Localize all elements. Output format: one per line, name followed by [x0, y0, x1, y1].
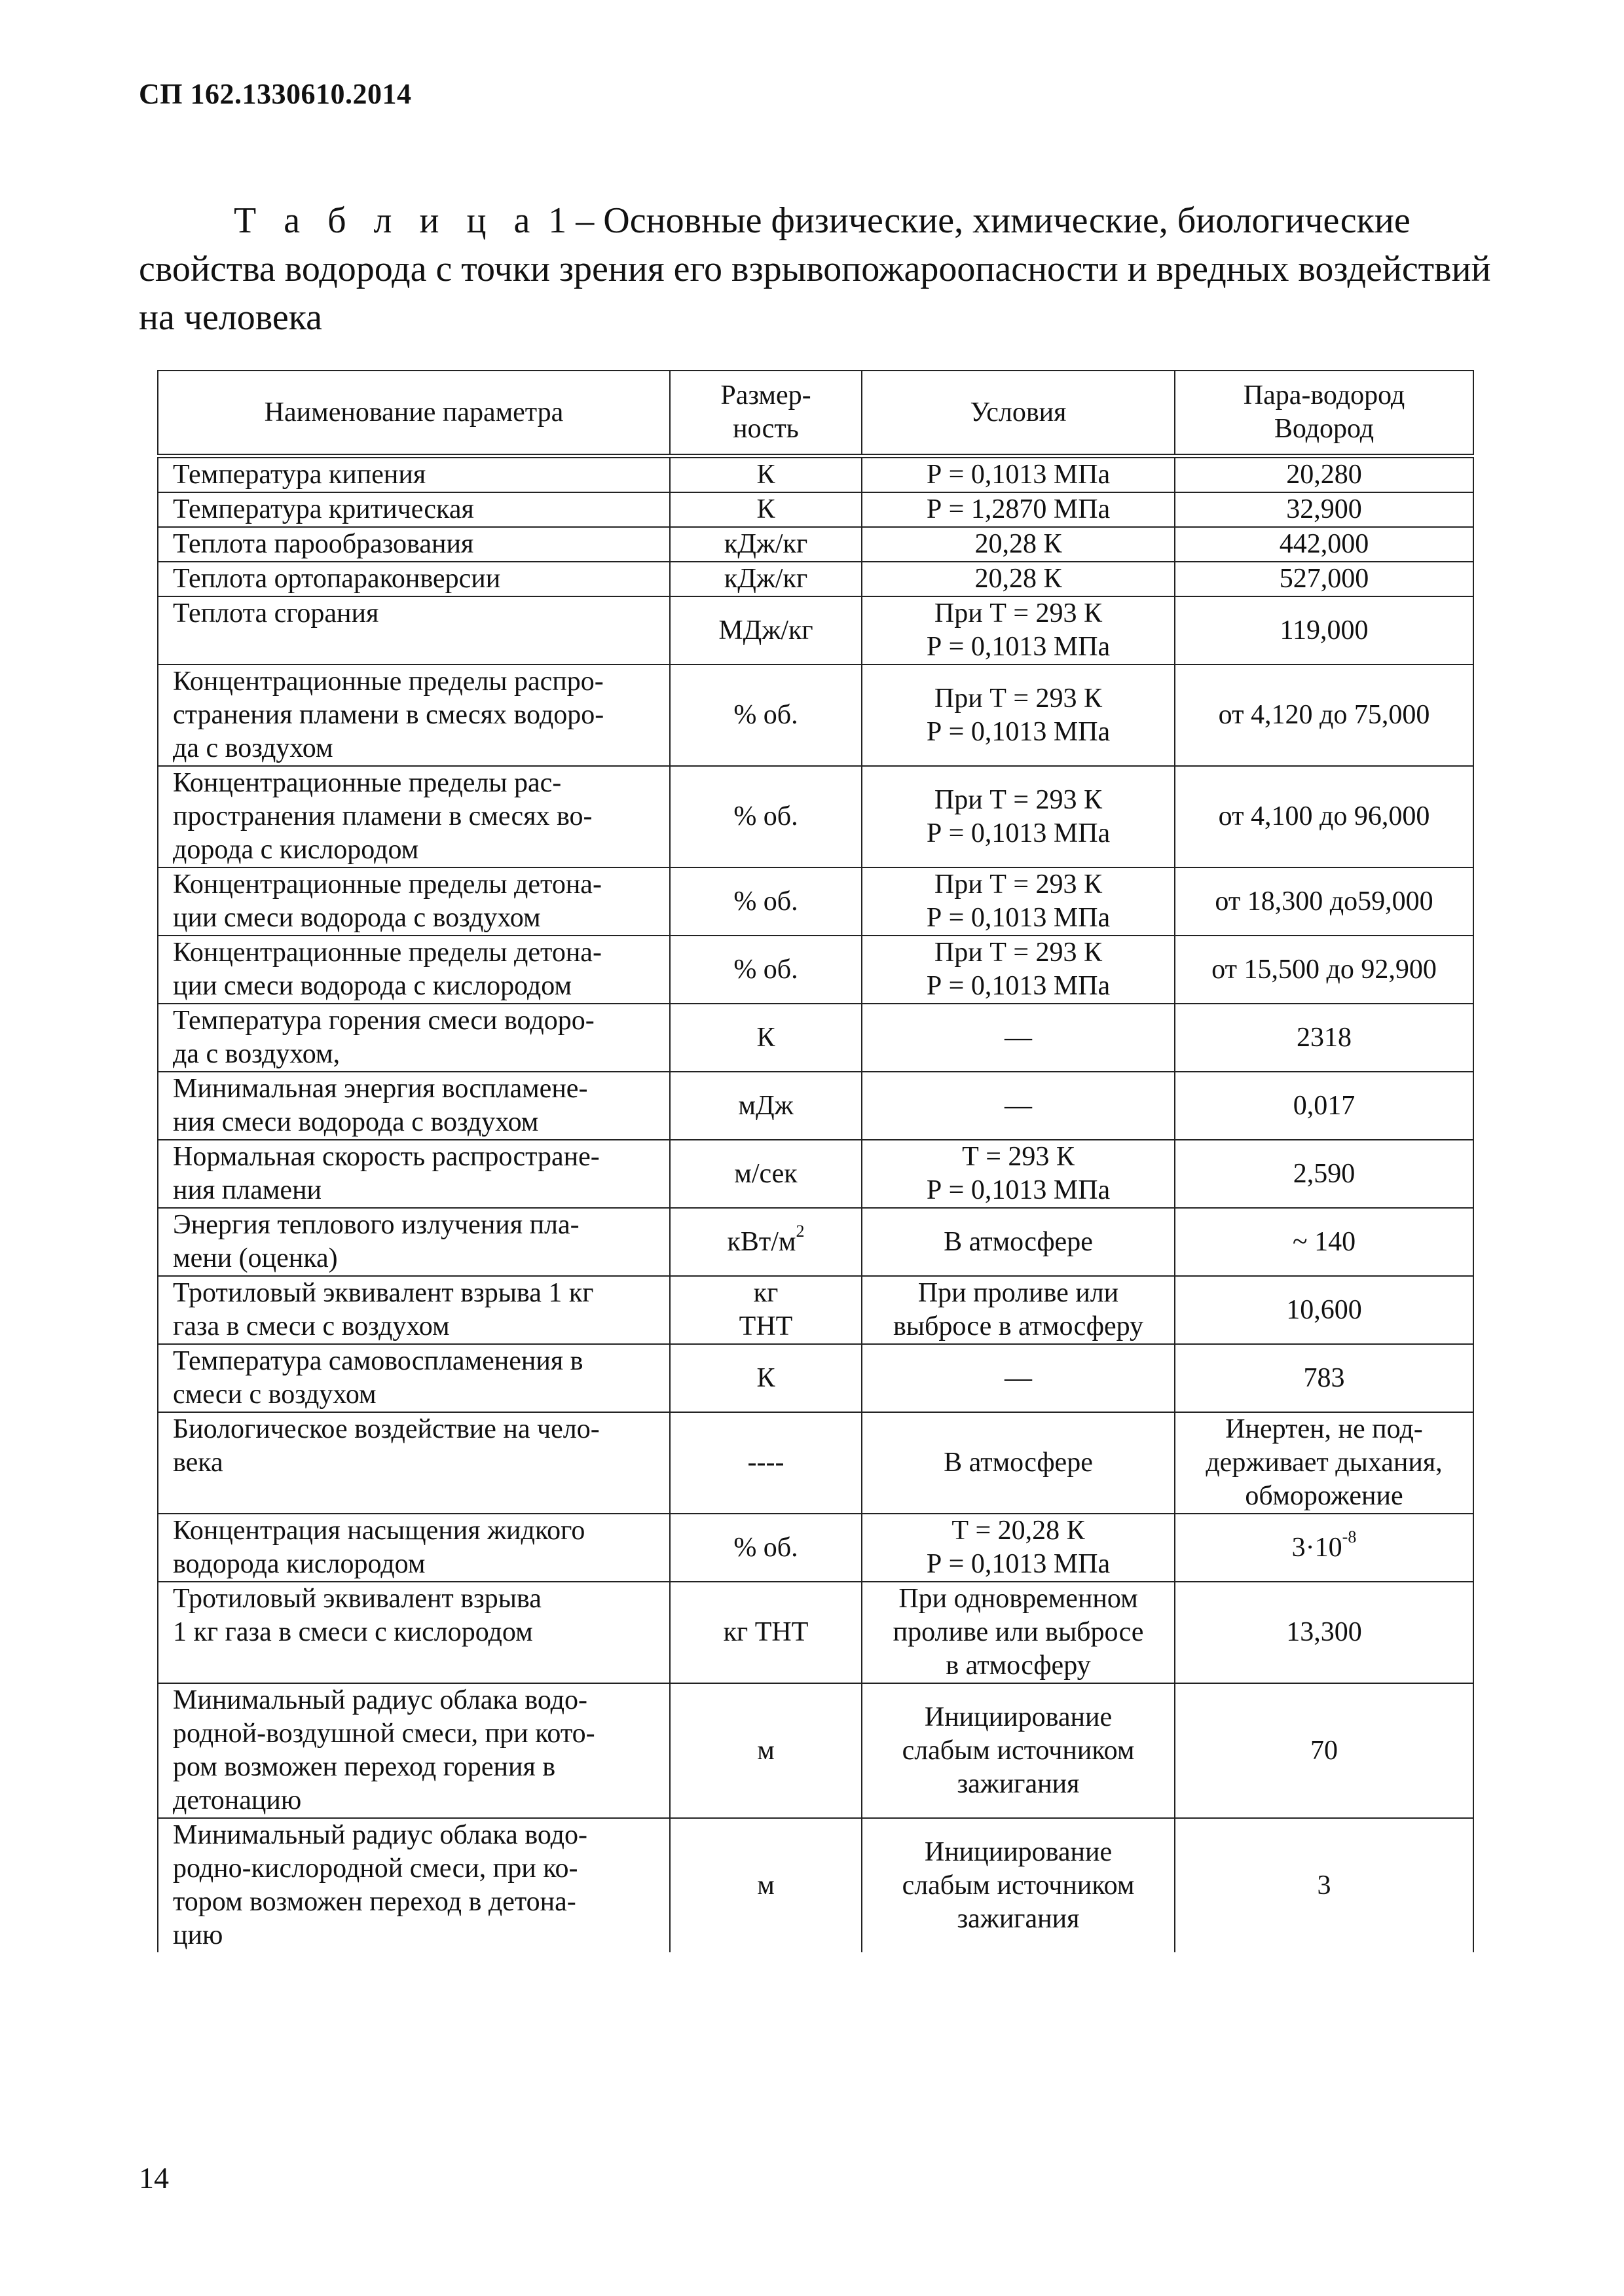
- cell-value: [1175, 527, 1473, 562]
- cell-unit: [670, 1208, 862, 1276]
- unit-text: мДж: [738, 1090, 794, 1121]
- unit-text: % об.: [733, 886, 798, 917]
- parameter-name-line: Минимальный радиус облака водо-: [173, 1820, 588, 1850]
- cell-conditions: [862, 1582, 1175, 1683]
- conditions-line: 20,28 К: [974, 529, 1062, 559]
- cell-value: [1175, 596, 1473, 665]
- header-unit-line-1: Размер-: [720, 380, 811, 410]
- conditions-line: проливе или выбросе: [893, 1617, 1144, 1647]
- header-conditions: Условия: [862, 371, 1175, 456]
- cell-value: [1175, 665, 1473, 766]
- conditions-line: Р = 0,1013 МПа: [926, 1175, 1111, 1205]
- conditions-line: При Т = 293 К: [934, 938, 1103, 968]
- cell-unit: [670, 1514, 862, 1582]
- value-line: 32,900: [1286, 494, 1362, 524]
- cell-conditions: [862, 1514, 1175, 1582]
- conditions-line: При Т = 293 К: [934, 598, 1103, 629]
- unit-text: м/сек: [734, 1158, 798, 1189]
- unit-text: кг: [753, 1278, 779, 1308]
- cell-unit: [670, 1582, 862, 1683]
- cell-parameter-name: [158, 596, 670, 665]
- parameter-name-line: странения пламени в смесях водоро-: [173, 700, 604, 730]
- cell-unit: [670, 1004, 862, 1072]
- cell-parameter-name: [158, 867, 670, 936]
- value-line: 3·10: [1291, 1532, 1342, 1563]
- parameter-name-line: цию: [173, 1920, 223, 1950]
- conditions-line: При Т = 293 К: [934, 683, 1103, 714]
- conditions-line: Р = 0,1013 МПа: [926, 971, 1111, 1001]
- parameter-name-line: ции смеси водорода с кислородом: [173, 971, 572, 1001]
- cell-value: [1175, 936, 1473, 1004]
- cell-value: [1175, 1072, 1473, 1140]
- unit-text: % об.: [733, 801, 798, 831]
- table-row: [158, 456, 1473, 493]
- conditions-line: Р = 0,1013 МПа: [926, 632, 1111, 662]
- cell-unit: [670, 936, 862, 1004]
- cell-parameter-name: [158, 1514, 670, 1582]
- cell-unit: [670, 1818, 862, 1952]
- unit-text: МДж/кг: [718, 615, 813, 646]
- cell-conditions: [862, 1344, 1175, 1412]
- value-line: от 4,120 до 75,000: [1218, 700, 1430, 730]
- parameter-name-line: да с воздухом: [173, 733, 333, 763]
- conditions-line: зажигания: [957, 1903, 1080, 1934]
- unit-text: К: [756, 494, 775, 524]
- cell-value: [1175, 1140, 1473, 1208]
- cell-parameter-name: [158, 1344, 670, 1412]
- header-value-line-2: Водород: [1274, 414, 1375, 444]
- cell-parameter-name: [158, 456, 670, 493]
- cell-parameter-name: [158, 1004, 670, 1072]
- parameter-name-line: ния пламени: [173, 1175, 322, 1205]
- parameter-name-line: Тротиловый эквивалент взрыва: [173, 1584, 542, 1614]
- table-row: [158, 1412, 1473, 1514]
- cell-conditions: [862, 1412, 1175, 1514]
- properties-table: [157, 370, 1474, 1952]
- value-line: 3: [1317, 1870, 1331, 1901]
- parameter-name-line: Температура горения смеси водоро-: [173, 1006, 595, 1036]
- cell-value: [1175, 1208, 1473, 1276]
- table-row: [158, 1140, 1473, 1208]
- conditions-line: в атмосферу: [946, 1650, 1091, 1681]
- parameter-name-line: Биологическое воздействие на чело-: [173, 1414, 600, 1444]
- cell-value: [1175, 492, 1473, 527]
- value-line: 13,300: [1286, 1617, 1362, 1647]
- unit-text: К: [756, 1022, 775, 1053]
- unit-text: % об.: [733, 954, 798, 985]
- conditions-line: Р = 0,1013 МПа: [926, 716, 1111, 747]
- cell-conditions: [862, 867, 1175, 936]
- conditions-line: слабым источником: [902, 1735, 1135, 1766]
- parameter-name-line: ции смеси водорода с воздухом: [173, 903, 541, 933]
- conditions-line: 20,28 К: [974, 564, 1062, 594]
- parameter-name-line: 1 кг газа в смеси с кислородом: [173, 1617, 533, 1647]
- unit-text-line-2: ТНТ: [739, 1311, 793, 1341]
- cell-unit: [670, 867, 862, 936]
- unit-text: % об.: [733, 1532, 798, 1563]
- conditions-line: —: [1005, 1022, 1032, 1053]
- cell-parameter-name: [158, 562, 670, 596]
- cell-unit: [670, 1140, 862, 1208]
- cell-unit: [670, 456, 862, 493]
- table-row: [158, 936, 1473, 1004]
- parameter-name-line: Концентрация насыщения жидкого: [173, 1516, 585, 1546]
- cell-parameter-name: [158, 1818, 670, 1952]
- conditions-line: В атмосфере: [944, 1226, 1093, 1257]
- cell-unit: [670, 527, 862, 562]
- parameter-name-line: родно-кислородной смеси, при ко-: [173, 1853, 578, 1884]
- table-row: [158, 1818, 1473, 1952]
- conditions-line: В атмосфере: [944, 1448, 1093, 1478]
- cell-conditions: [862, 527, 1175, 562]
- cell-unit: [670, 766, 862, 867]
- value-line: 527,000: [1279, 564, 1369, 594]
- cell-value: [1175, 1412, 1473, 1514]
- value-line: ~ 140: [1292, 1226, 1356, 1257]
- cell-parameter-name: [158, 527, 670, 562]
- conditions-line: Т = 20,28 К: [951, 1516, 1085, 1546]
- cell-unit: [670, 1276, 862, 1344]
- parameter-name-line: мени (оценка): [173, 1243, 338, 1273]
- table-row: [158, 1276, 1473, 1344]
- cell-value: [1175, 1582, 1473, 1683]
- parameter-name-line: ром возможен переход горения в: [173, 1752, 556, 1782]
- parameter-name-line: Концентрационные пределы детона-: [173, 938, 602, 968]
- cell-conditions: [862, 1208, 1175, 1276]
- cell-unit: [670, 1072, 862, 1140]
- parameter-name-line: газа в смеси с воздухом: [173, 1311, 450, 1341]
- table-row: [158, 1344, 1473, 1412]
- parameter-name-line: века: [173, 1448, 223, 1478]
- table-row: [158, 766, 1473, 867]
- cell-unit: [670, 1344, 862, 1412]
- cell-conditions: [862, 936, 1175, 1004]
- parameter-name-line: Температура критическая: [173, 494, 474, 524]
- conditions-line: При проливе или: [917, 1278, 1119, 1308]
- cell-parameter-name: [158, 492, 670, 527]
- value-line: 0,017: [1293, 1090, 1356, 1121]
- cell-conditions: [862, 1004, 1175, 1072]
- parameter-name-line: Теплота сгорания: [173, 598, 379, 629]
- unit-text: кг ТНТ: [723, 1617, 809, 1647]
- cell-value: [1175, 766, 1473, 867]
- cell-unit: [670, 1683, 862, 1818]
- cell-value: [1175, 456, 1473, 493]
- cell-parameter-name: [158, 1140, 670, 1208]
- parameter-name-line: Теплота парообразования: [173, 529, 474, 559]
- header-value-line-1: Пара-водород: [1243, 380, 1405, 410]
- value-line: 783: [1303, 1362, 1345, 1393]
- cell-conditions: [862, 596, 1175, 665]
- header-unit: [670, 371, 862, 456]
- parameter-name-line: тором возможен переход в детона-: [173, 1887, 576, 1917]
- conditions-line: Р = 0,1013 МПа: [926, 903, 1111, 933]
- table-row: [158, 596, 1473, 665]
- parameter-name-line: детонацию: [173, 1785, 302, 1815]
- cell-parameter-name: [158, 936, 670, 1004]
- conditions-line: слабым источником: [902, 1870, 1135, 1901]
- value-line: 70: [1310, 1735, 1338, 1766]
- table-caption-label: Т а б л и ц а: [234, 200, 540, 241]
- unit-text: К: [756, 1362, 775, 1393]
- cell-value: [1175, 1276, 1473, 1344]
- parameter-name-line: ния смеси водорода с воздухом: [173, 1107, 539, 1137]
- cell-conditions: [862, 1276, 1175, 1344]
- value-line: 20,280: [1286, 460, 1362, 490]
- value-line: Инертен, не под-: [1225, 1414, 1423, 1444]
- conditions-line: Инициирование: [924, 1702, 1113, 1732]
- cell-value: [1175, 1004, 1473, 1072]
- table-caption-text: 1 – Основные физические, химические, биологические свойства водорода с точки зрения его взрывопожароопасности и вредных воздействий на человека: [139, 200, 1491, 338]
- parameter-name-line: пространения пламени в смесях во-: [173, 801, 593, 831]
- table-row: [158, 527, 1473, 562]
- conditions-line: Инициирование: [924, 1836, 1113, 1867]
- cell-value: [1175, 1514, 1473, 1582]
- table-row: [158, 665, 1473, 766]
- table-caption: [139, 196, 1501, 342]
- table-row: [158, 1582, 1473, 1683]
- cell-parameter-name: [158, 1072, 670, 1140]
- value-line: 119,000: [1280, 615, 1369, 646]
- cell-parameter-name: [158, 1582, 670, 1683]
- unit-text: ----: [747, 1448, 784, 1478]
- conditions-line: Р = 0,1013 МПа: [926, 1549, 1111, 1579]
- document-code: СП 162.1330610.2014: [139, 78, 412, 110]
- conditions-line: При Т = 293 К: [934, 784, 1103, 815]
- value-line: от 18,300 до59,000: [1215, 886, 1433, 917]
- conditions-line: Р = 0,1013 МПа: [926, 460, 1111, 490]
- cell-value: [1175, 562, 1473, 596]
- value-line: 10,600: [1286, 1294, 1362, 1325]
- cell-value: [1175, 1683, 1473, 1818]
- value-line: от 4,100 до 96,000: [1218, 801, 1430, 831]
- unit-text: м: [757, 1735, 775, 1766]
- value-line: 2318: [1297, 1022, 1352, 1053]
- cell-unit: [670, 596, 862, 665]
- parameter-name-line: дорода с кислородом: [173, 835, 419, 865]
- parameter-name-line: да с воздухом,: [173, 1039, 341, 1069]
- cell-parameter-name: [158, 1683, 670, 1818]
- cell-parameter-name: [158, 1276, 670, 1344]
- conditions-line: Т = 293 К: [962, 1142, 1075, 1172]
- table-row: [158, 492, 1473, 527]
- cell-parameter-name: [158, 1208, 670, 1276]
- cell-conditions: [862, 766, 1175, 867]
- unit-text: % об.: [733, 700, 798, 730]
- table-row: [158, 1683, 1473, 1818]
- unit-text: кДж/кг: [724, 529, 808, 559]
- table-row: [158, 1072, 1473, 1140]
- parameter-name-line: Температура кипения: [173, 460, 426, 490]
- table-row: [158, 1004, 1473, 1072]
- unit-text: кВт/м: [727, 1226, 796, 1257]
- parameter-name-line: Минимальная энергия воспламене-: [173, 1074, 588, 1104]
- page-number: 14: [139, 2161, 169, 2195]
- conditions-line: Р = 0,1013 МПа: [926, 818, 1111, 848]
- cell-parameter-name: [158, 766, 670, 867]
- parameter-name-line: Концентрационные пределы распро-: [173, 666, 604, 697]
- cell-unit: [670, 492, 862, 527]
- value-line: 442,000: [1279, 529, 1369, 559]
- cell-conditions: [862, 456, 1175, 493]
- cell-unit: [670, 665, 862, 766]
- value-line: от 15,500 до 92,900: [1211, 954, 1437, 985]
- table-row: [158, 1208, 1473, 1276]
- cell-parameter-name: [158, 665, 670, 766]
- cell-conditions: [862, 1072, 1175, 1140]
- parameter-name-line: Нормальная скорость распростране-: [173, 1142, 600, 1172]
- conditions-line: При одновременном: [898, 1584, 1138, 1614]
- cell-unit: [670, 1412, 862, 1514]
- table-header-row: [158, 371, 1473, 456]
- parameter-name-line: Энергия теплового излучения пла-: [173, 1210, 580, 1240]
- unit-text: К: [756, 460, 775, 490]
- parameter-name-line: смеси с воздухом: [173, 1379, 377, 1410]
- conditions-line: Р = 1,2870 МПа: [926, 494, 1111, 524]
- header-unit-line-2: ность: [733, 414, 799, 444]
- unit-text: кДж/кг: [724, 564, 808, 594]
- conditions-line: выбросе в атмосферу: [893, 1311, 1144, 1341]
- cell-conditions: [862, 1140, 1175, 1208]
- cell-unit: [670, 562, 862, 596]
- value-line: обморожение: [1245, 1481, 1403, 1511]
- header-value: [1175, 371, 1473, 456]
- header-name: Наименование параметра: [158, 371, 670, 456]
- conditions-line: зажигания: [957, 1768, 1080, 1799]
- table-row: [158, 562, 1473, 596]
- cell-conditions: [862, 562, 1175, 596]
- parameter-name-line: Теплота ортопараконверсии: [173, 564, 501, 594]
- parameter-name-line: водорода кислородом: [173, 1549, 426, 1579]
- conditions-line: При Т = 293 К: [934, 869, 1103, 900]
- table-body: [158, 456, 1473, 1953]
- parameter-name-line: Минимальный радиус облака водо-: [173, 1685, 588, 1715]
- cell-value: [1175, 1818, 1473, 1952]
- cell-conditions: [862, 1818, 1175, 1952]
- conditions-line: —: [1005, 1090, 1032, 1121]
- parameter-name-line: родной-воздушной смеси, при кото-: [173, 1719, 595, 1749]
- cell-value: [1175, 1344, 1473, 1412]
- parameter-name-line: Тротиловый эквивалент взрыва 1 кг: [173, 1278, 594, 1308]
- cell-value: [1175, 867, 1473, 936]
- value-line: 2,590: [1293, 1158, 1356, 1189]
- table-row: [158, 1514, 1473, 1582]
- conditions-line: —: [1005, 1362, 1032, 1393]
- cell-conditions: [862, 1683, 1175, 1818]
- parameter-name-line: Температура самовоспламенения в: [173, 1346, 583, 1376]
- value-superscript: -8: [1342, 1527, 1357, 1546]
- cell-conditions: [862, 665, 1175, 766]
- parameter-name-line: Концентрационные пределы рас-: [173, 768, 562, 798]
- table-row: [158, 867, 1473, 936]
- parameter-name-line: Концентрационные пределы детона-: [173, 869, 602, 900]
- unit-superscript: 2: [796, 1221, 805, 1241]
- value-line: держивает дыхания,: [1206, 1448, 1443, 1478]
- unit-text: м: [757, 1870, 775, 1901]
- cell-conditions: [862, 492, 1175, 527]
- cell-parameter-name: [158, 1412, 670, 1514]
